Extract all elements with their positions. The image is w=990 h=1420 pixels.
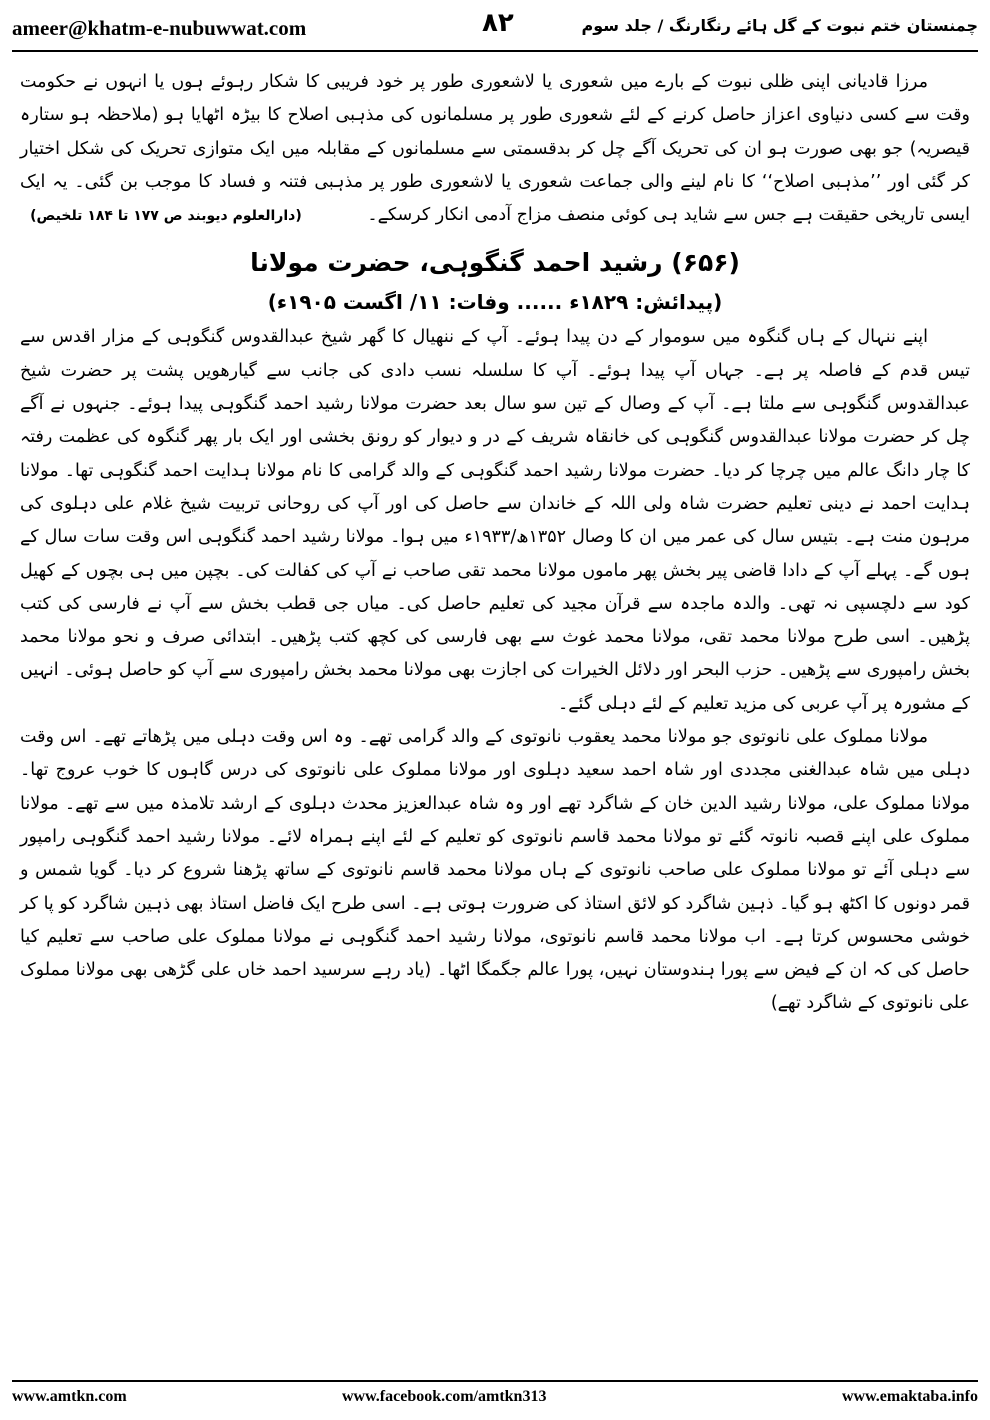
section-heading: (۶۵۶) رشید احمد گنگوہی، حضرت مولانا	[250, 248, 740, 278]
intro-paragraph	[20, 66, 970, 233]
intro-text: مرزا قادیانی اپنی ظلی نبوت کے بارے میں شعوری یا لاشعوری طور پر خود فریبی کا شکار رہوئے ہوں یا انہوں نے حکومت وقت سے کسی دنیاوی اعزاز حاصل کرنے کے لئے شعوری طور پر مسلمانوں کی مذہبی اصلاح کا بیڑہ اٹھایا ہو (ملاحظہ ہو ستارہ قیصریہ) جو بھی صورت ہو ان کی تحریک آگے چل کر بدقسمتی سے مسلمانوں کے مقابلہ میں ایک متوازی تحریک کی شکل اختیار کر گئی اور ’’مذہبی اصلاح‘‘ کا نام لینے والی جماعت شعوری یا لاشعوری طور پر مذہبی فتنہ و فساد کا موجب بن گئی۔ یہ ایک ایسی تاریخی حقیقت ہے جس سے شاید ہی کوئی منصف مزاج آدمی انکار کرسکے۔	[20, 72, 970, 226]
footer-link-emaktaba[interactable]: www.emaktaba.info	[841, 1388, 978, 1405]
page-header	[12, 6, 978, 46]
page-number: ۸۲	[482, 8, 514, 38]
header-rule	[12, 50, 978, 52]
footer-rule	[12, 1380, 978, 1382]
page-body	[20, 66, 970, 1366]
intro-reference: (دارالعلوم دیوبند ص ۱۷۷ تا ۱۸۴ تلخیص)	[30, 208, 302, 225]
section-dates: (پیدائش: ۱۸۲۹ء ...... وفات: ۱۱/ اگست ۱۹۰۵ء)	[267, 290, 723, 315]
book-title: چمنستان ختم نبوت کے گل ہائے رنگارنگ / جلد سوم	[581, 16, 978, 35]
header-email[interactable]: ameer@khatm-e-nubuwwat.com	[12, 16, 307, 40]
page-footer	[12, 1388, 978, 1412]
footer-link-facebook[interactable]: www.facebook.com/amtkn313	[342, 1388, 547, 1405]
body-paragraph-1: اپنے ننہال کے ہاں گنگوہ میں سوموار کے دن پیدا ہوئے۔ آپ کے ننھیال کا گھر شیخ عبدالقدوس گنگوہی کے مزار اقدس سے تیس قدم کے فاصلہ پر ہے۔ جہاں آپ پیدا ہوئے۔ آپ کا سلسلہ نسب دادی کی جانب سے گیارھویں پشت پر حضرت شیخ عبدالقدوس گنگوہی سے ملتا ہے۔ آپ کے وصال کے تین سو سال بعد حضرت مولانا رشید احمد گنگوہی پیدا ہوئے۔ جنہوں نے آگے چل کر حضرت مولانا عبدالقدوس گنگوہی کی خانقاہ شریف کے در و دیوار کو رونق بخشی اور ایک بار پھر گنگوہ کی عظمت رفتہ کا چار دانگ عالم میں چرچا کر دیا۔ حضرت مولانا رشید احمد گنگوہی کے والد گرامی کا نام مولانا ہدایت احمد گنگوہی تھا۔ مولانا ہدایت احمد نے دینی تعلیم حضرت شاہ ولی اللہ کے خاندان سے حاصل کی اور آپ کی روحانی تربیت شیخ غلام علی دہلوی کی مرہون منت ہے۔ بتیس سال کی عمر میں ان کا وصال ۱۳۵۲ھ/۱۹۳۳ء میں ہوا۔ مولانا رشید احمد گنگوہی اس وقت سات سال کے ہوں گے۔ پہلے آپ کے دادا قاضی پیر بخش پھر ماموں مولانا محمد تقی صاحب نے آپ کی کفالت کی۔ بچپن میں ہی بچوں کے کھیل کود سے دلچسپی نہ تھی۔ والدہ ماجدہ سے قرآن مجید کی تعلیم حاصل کی۔ میاں جی قطب بخش سے آپ نے فارسی کی کتب پڑھیں۔ اسی طرح مولانا محمد تقی، مولانا محمد غوث سے بھی فارسی کی کچھ کتب پڑھیں۔ ابتدائی صرف و نحو مولانا محمد بخش رامپوری سے پڑھیں۔ حزب البحر اور دلائل الخیرات کی اجازت بھی مولانا محمد بخش رامپوری سے آپ کو حاصل ہوئی۔ انہیں کے مشورہ پر آپ عربی کی مزید تعلیم کے لئے دہلی گئے۔	[20, 327, 970, 714]
footer-link-amtkn[interactable]: www.amtkn.com	[12, 1388, 127, 1405]
body-paragraph-2: مولانا مملوک علی نانوتوی جو مولانا محمد یعقوب نانوتوی کے والد گرامی تھے۔ وہ اس وقت دہلی میں پڑھاتے تھے۔ اس وقت دہلی میں شاہ عبدالغنی مجددی اور شاہ احمد سعید دہلوی اور مولانا مملوک علی نانوتوی کی درس گاہوں کا خوب عروج تھا۔ مولانا مملوک علی، مولانا رشید الدین خان کے شاگرد تھے اور وہ شاہ عبدالعزیز محدث دہلوی کے ارشد تلامذہ میں سے تھے۔ مولانا مملوک علی اپنے قصبہ نانوتہ گئے تو مولانا محمد قاسم نانوتوی کو تعلیم کے لئے اپنے ہمراہ لائے۔ مولانا رشید احمد گنگوہی رامپور سے دہلی آئے تو مولانا مملوک علی صاحب نانوتوی کے ہاں مولانا محمد قاسم نانوتوی کے ساتھ پڑھنا شروع کر دیا۔ گویا شمس و قمر دونوں کا اکٹھ ہو گیا۔ ذہین شاگرد کو لائق استاذ کی ضرورت ہوتی ہے۔ اسی طرح ایک فاضل استاذ بھی ذہین شاگرد کو پا کر خوشی محسوس کرتا ہے۔ اب مولانا محمد قاسم نانوتوی، مولانا رشید احمد گنگوہی نے مولانا مملوک علی صاحب سے تعلیم کیا حاصل کی کہ ان کے فیض سے پورا ہندوستان نہیں، پورا عالم جگمگا اٹھا۔ (یاد رہے سرسید احمد خاں علی گڑھی بھی مولانا مملوک علی نانوتوی کے شاگرد تھے)	[20, 727, 970, 1014]
